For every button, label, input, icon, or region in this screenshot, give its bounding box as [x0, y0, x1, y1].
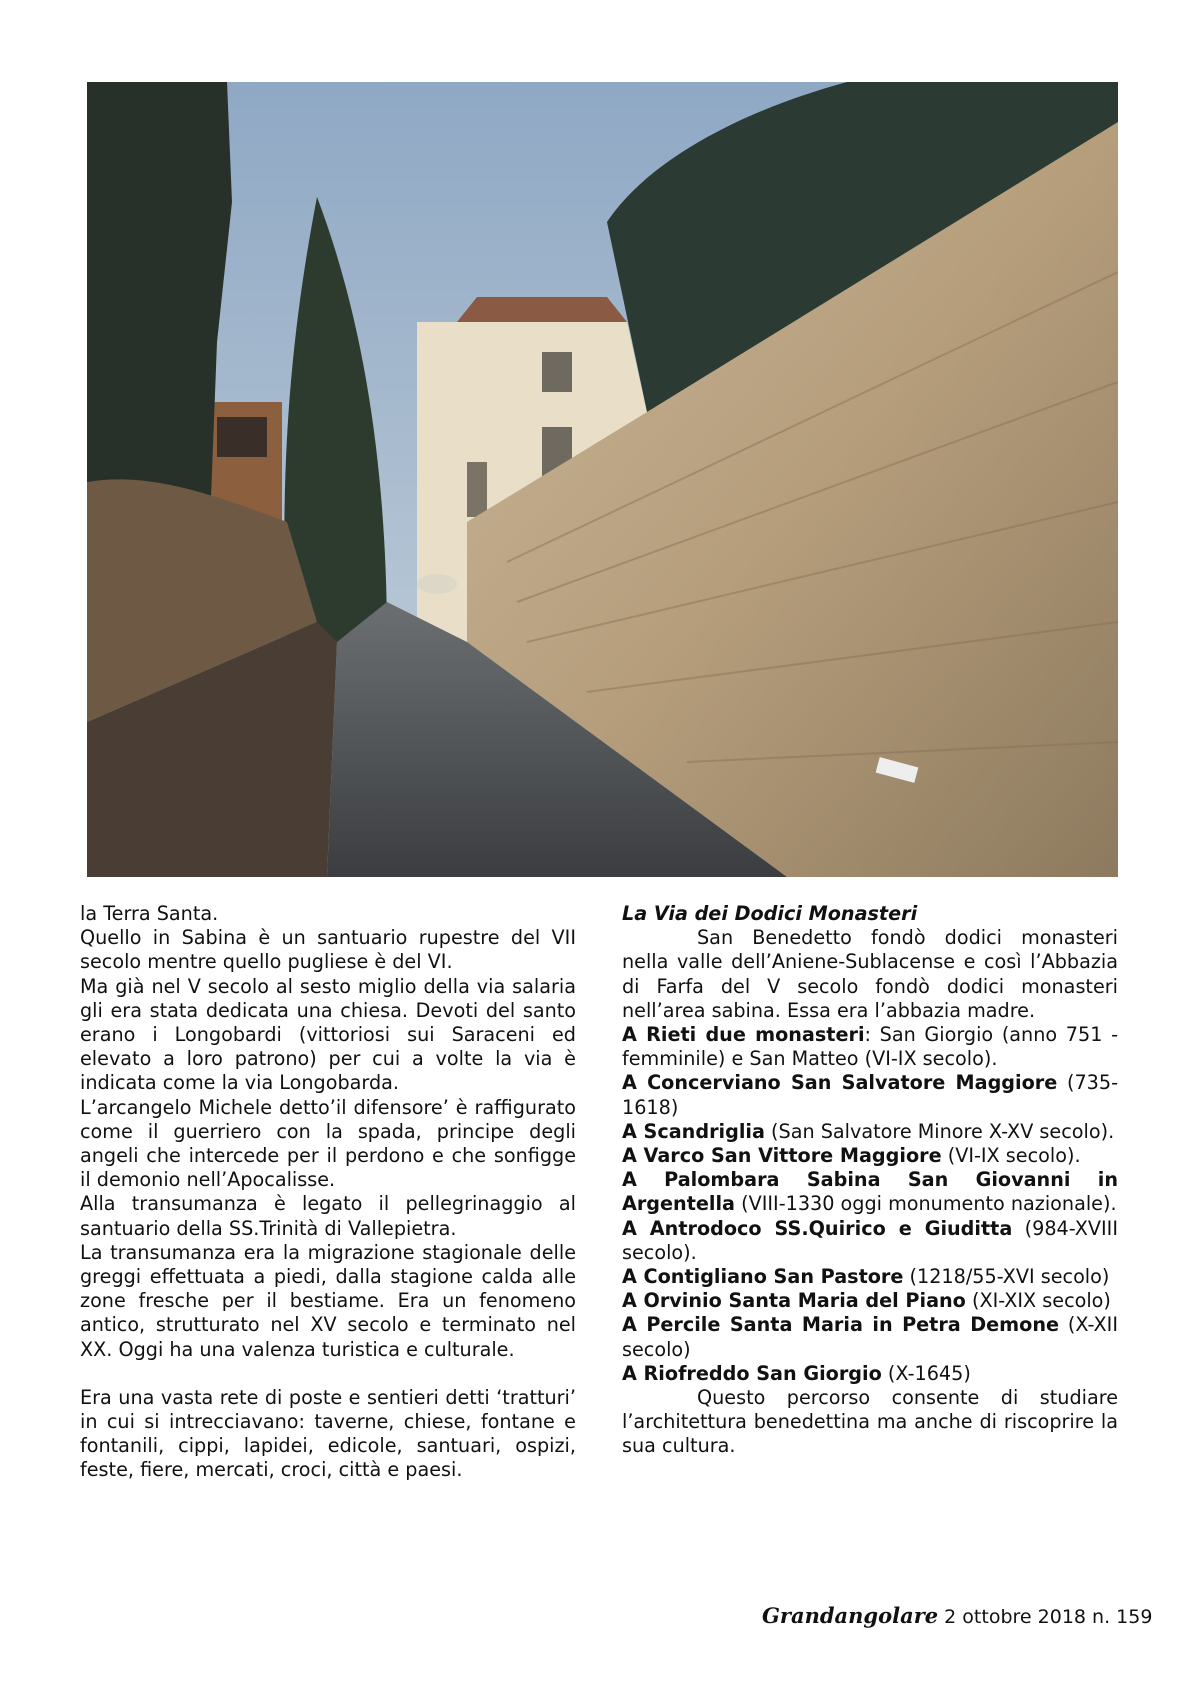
paragraph: La transumanza era la migrazione stagionale delle greggi effettuata a piedi, dalla stagione calda alle zone fresche per il bestiame. Era un fenomeno antico, strutturato nel XV secolo e terminato nel XX. Oggi ha una valenza turistica e culturale. — [80, 1240, 576, 1361]
monastery-name: A Palombara Sabina San Giovanni in Argentella — [622, 1168, 1118, 1216]
intro-paragraph: San Benedetto fondò dodici monasteri nella valle dell’Aniene-Sublacense e così l’Abbazia di Farfa del V secolo fondò dodici monasteri nell’area sabina. Essa era l’abbazia madre. — [622, 926, 1118, 1022]
monastery-entry — [622, 1120, 1118, 1144]
monastery-name: A Antrodoco SS.Quirico e Giuditta — [622, 1216, 1013, 1240]
left-column — [80, 902, 576, 1483]
monastery-detail: (X-XII secolo) — [622, 1313, 1118, 1361]
monastery-name: A Concerviano San Salvatore Maggiore — [622, 1071, 1058, 1095]
monastery-entry — [622, 1265, 1118, 1289]
monastery-entry — [622, 1168, 1118, 1216]
monastery-entry — [622, 1362, 1118, 1386]
paragraph: la Terra Santa. — [80, 902, 219, 925]
paragraph: Era una vasta rete di poste e sentieri detti ‘tratturi’ in cui si intrecciavano: taverne, chiese, fontane e fontanili, cippi, lapidei, edicole, santuari, ospizi, feste, fiere, mercati, croci, città e paesi. — [80, 1385, 576, 1482]
monastery-name: A Riofreddo San Giorgio — [622, 1361, 882, 1385]
monastery-detail: (XI-XIX secolo) — [965, 1289, 1111, 1313]
monastery-detail: (X-1645) — [881, 1361, 971, 1385]
paragraph: Alla transumanza è legato il pellegrinaggio al santuario della SS.Trinità di Vallepietra. — [80, 1192, 576, 1240]
monastery-entry — [622, 1217, 1118, 1265]
monastery-name: A Rieti due monasteri — [622, 1023, 865, 1047]
monastery-detail: (VI-IX secolo). — [941, 1144, 1081, 1168]
issue-info: 2 ottobre 2018 n. 159 — [938, 1606, 1153, 1628]
street-photo-illustration — [87, 82, 1118, 877]
monastery-entry — [622, 1071, 1118, 1119]
paragraph: L’arcangelo Michele detto’il difensore’ è raffigurato come il guerriero con la spada, principe degli angeli che intercede per il perdono e che sonfigge il demonio nell’Apocalisse. — [80, 1095, 576, 1192]
paragraph-spacer — [80, 1362, 576, 1386]
monastery-name: A Scandriglia — [622, 1119, 765, 1143]
closing-paragraph: Questo percorso consente di studiare l’architettura benedettina ma anche di riscoprire la sua cultura. — [622, 1386, 1118, 1458]
page-footer — [762, 1603, 1152, 1628]
monastery-entry — [622, 1144, 1118, 1168]
paragraph: Ma già nel V secolo al sesto miglio della via salaria gli era stata dedicata una chiesa. Devoti del santo erano i Longobardi (vittoriosi sui Saraceni ed elevato a loro patrono) per cui a volte la via è indicata come la via Longobarda. — [80, 974, 576, 1095]
paragraph: Quello in Sabina è un santuario rupestre del VII secolo mentre quello pugliese è del VI. — [80, 926, 576, 974]
monastery-detail: (1218/55-XVI secolo) — [903, 1265, 1110, 1289]
magazine-name: Grandangolare — [762, 1603, 939, 1628]
section-heading: La Via dei Dodici Monasteri — [622, 902, 918, 925]
monastery-name: A Varco San Vittore Maggiore — [622, 1144, 942, 1168]
monastery-detail: (984-XVIII secolo). — [622, 1216, 1118, 1264]
monastery-name: A Percile Santa Maria in Petra Demone — [622, 1313, 1059, 1337]
monastery-entry — [622, 1023, 1118, 1071]
monastery-entry — [622, 1313, 1118, 1361]
right-column — [622, 902, 1118, 1459]
street-photo — [87, 82, 1118, 877]
monastery-name: A Orvinio Santa Maria del Piano — [622, 1289, 966, 1313]
monastery-entry — [622, 1289, 1118, 1313]
monastery-detail: : San Giorgio (anno 751 - femminile) e San Matteo (VI-IX secolo). — [622, 1023, 1118, 1071]
monastery-detail: (San Salvatore Minore X-XV secolo). — [764, 1119, 1115, 1143]
monastery-detail: (VIII-1330 oggi monumento nazionale). — [735, 1192, 1117, 1216]
monastery-name: A Contigliano San Pastore — [622, 1265, 904, 1289]
monastery-detail: (735-1618) — [622, 1071, 1118, 1119]
